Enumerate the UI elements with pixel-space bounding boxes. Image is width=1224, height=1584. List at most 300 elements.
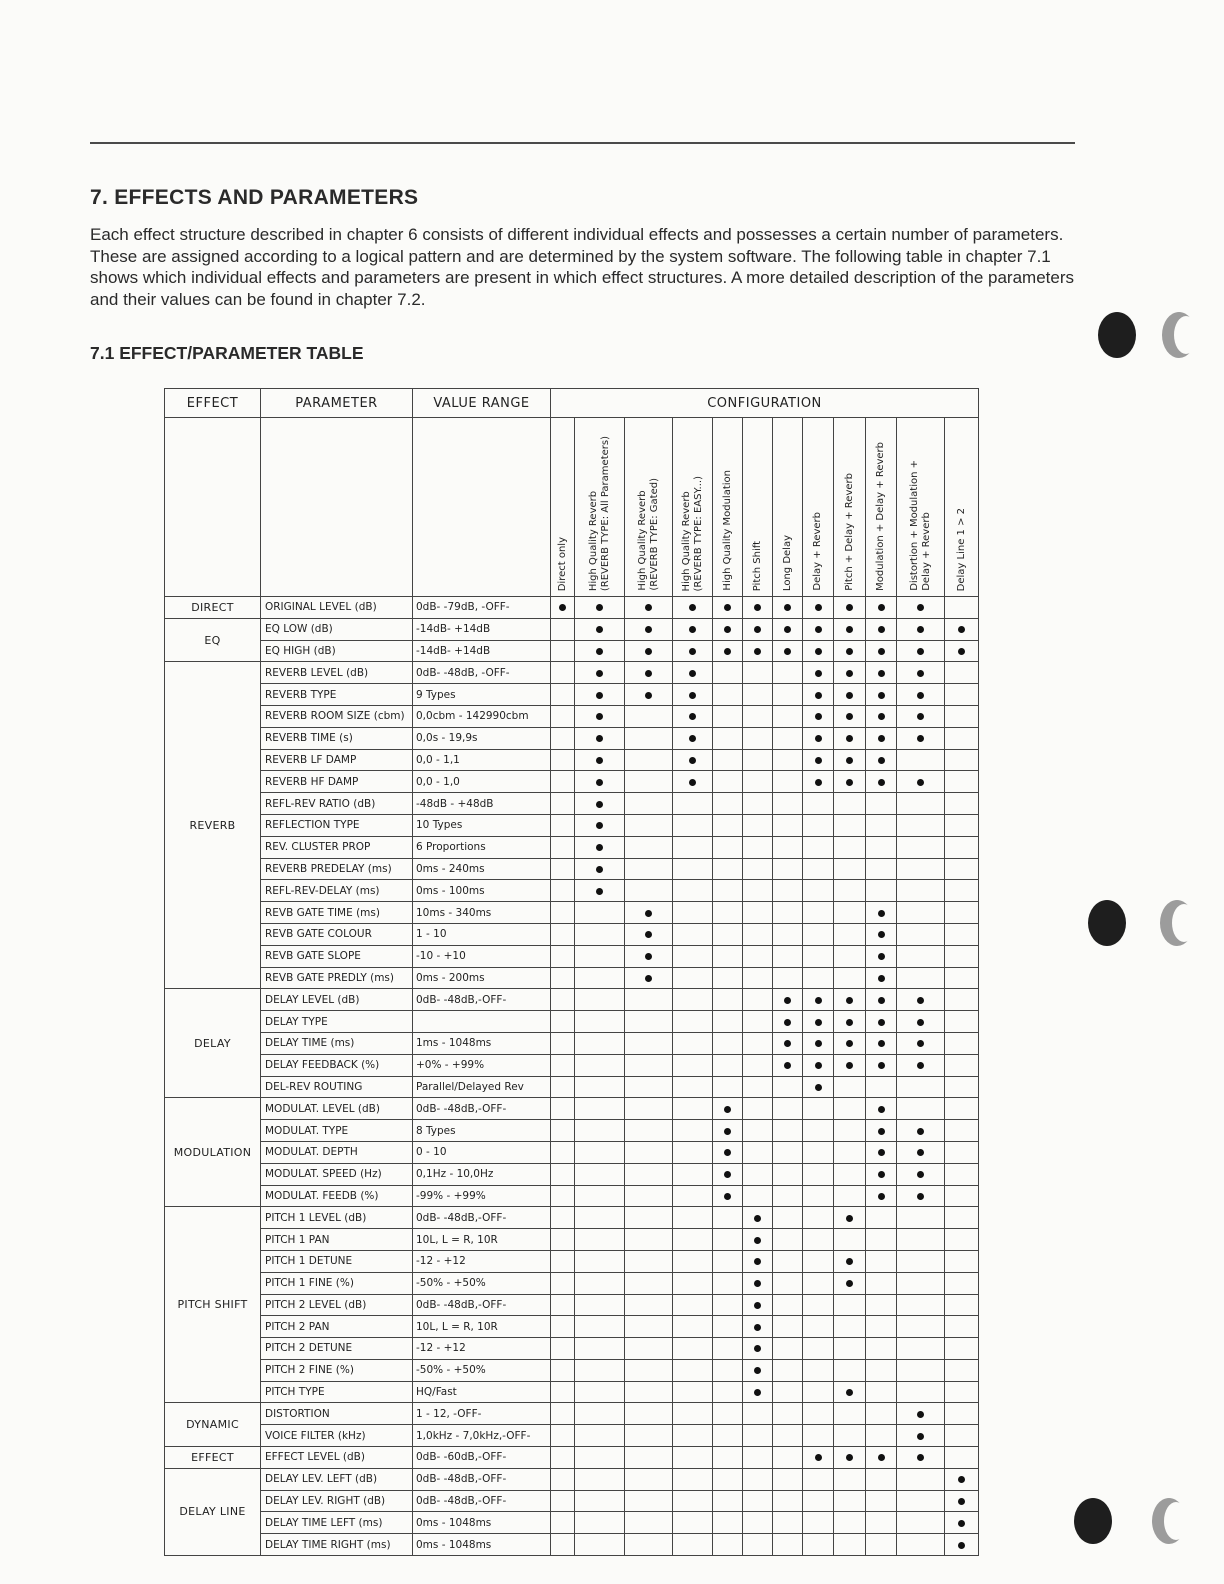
parameter-cell: DEL-REV ROUTING bbox=[261, 1076, 413, 1098]
table-row bbox=[165, 1032, 979, 1054]
config-cell bbox=[551, 1250, 575, 1272]
bullet-icon bbox=[645, 670, 652, 677]
config-label: Pitch + Delay + Reverb bbox=[843, 473, 855, 591]
bullet-icon bbox=[596, 735, 603, 742]
config-cell bbox=[897, 902, 945, 924]
config-cell bbox=[713, 1272, 743, 1294]
value-range-cell: 0dB- -48dB,-OFF- bbox=[413, 1207, 551, 1229]
config-cell bbox=[575, 1032, 625, 1054]
config-cell bbox=[625, 1534, 673, 1556]
bullet-icon bbox=[846, 757, 853, 764]
value-range-cell: -12 - +12 bbox=[413, 1250, 551, 1272]
config-cell bbox=[551, 1011, 575, 1033]
config-cell bbox=[945, 1512, 979, 1534]
bullet-icon bbox=[846, 997, 853, 1004]
config-cell bbox=[897, 793, 945, 815]
bullet-icon bbox=[754, 1302, 761, 1309]
config-cell bbox=[743, 1512, 773, 1534]
value-range-cell: 0ms - 200ms bbox=[413, 967, 551, 989]
config-cell bbox=[803, 967, 834, 989]
config-cell bbox=[743, 1468, 773, 1490]
config-cell bbox=[803, 1011, 834, 1033]
bullet-icon bbox=[815, 713, 822, 720]
config-cell bbox=[897, 727, 945, 749]
table-row bbox=[165, 902, 979, 924]
config-cell bbox=[834, 1338, 866, 1360]
config-cell bbox=[575, 989, 625, 1011]
config-cell bbox=[551, 1534, 575, 1556]
config-cell bbox=[625, 1359, 673, 1381]
punch-hole-shadow bbox=[1160, 900, 1194, 946]
config-cell bbox=[773, 1141, 803, 1163]
config-cell bbox=[834, 1425, 866, 1447]
config-cell bbox=[945, 1229, 979, 1251]
config-cell bbox=[834, 1447, 866, 1469]
config-cell bbox=[743, 1120, 773, 1142]
config-header bbox=[834, 418, 866, 597]
value-range-cell: Parallel/Delayed Rev bbox=[413, 1076, 551, 1098]
table-row bbox=[165, 836, 979, 858]
config-cell bbox=[866, 1534, 897, 1556]
config-cell bbox=[551, 771, 575, 793]
table-row bbox=[165, 1447, 979, 1469]
config-cell bbox=[551, 967, 575, 989]
config-cell bbox=[551, 1163, 575, 1185]
header-effect: EFFECT bbox=[165, 389, 261, 418]
config-cell bbox=[773, 684, 803, 706]
config-cell bbox=[773, 1272, 803, 1294]
config-cell bbox=[575, 1250, 625, 1272]
intro-paragraph: Each effect structure described in chapter 6 consists of different individual effects and possesses a certain number of parameters. These are assigned according to a logical pattern and are determined by the system software. The following table in chapter 7.1 shows which individual effects and parameters are present in which effect structures. A more detailed description of the parameters and their values can be found in chapter 7.2. bbox=[90, 225, 1074, 309]
config-cell bbox=[945, 880, 979, 902]
parameter-cell: ORIGINAL LEVEL (dB) bbox=[261, 597, 413, 619]
page-heading: 7. EFFECTS AND PARAMETERS bbox=[90, 186, 419, 209]
config-cell bbox=[673, 1316, 713, 1338]
config-cell bbox=[551, 902, 575, 924]
config-cell bbox=[625, 1338, 673, 1360]
bullet-icon bbox=[815, 1084, 822, 1091]
parameter-cell: REFLECTION TYPE bbox=[261, 814, 413, 836]
value-range-cell: -12 - +12 bbox=[413, 1338, 551, 1360]
config-cell bbox=[551, 1447, 575, 1469]
config-cell bbox=[743, 989, 773, 1011]
bullet-icon bbox=[815, 735, 822, 742]
config-cell bbox=[866, 1447, 897, 1469]
config-cell bbox=[551, 618, 575, 640]
config-cell bbox=[773, 1098, 803, 1120]
table-row bbox=[165, 1381, 979, 1403]
config-cell bbox=[625, 727, 673, 749]
config-cell bbox=[575, 1512, 625, 1534]
config-cell bbox=[945, 597, 979, 619]
config-cell bbox=[866, 640, 897, 662]
effect-cell: DIRECT bbox=[165, 597, 261, 619]
config-cell bbox=[625, 1032, 673, 1054]
config-cell bbox=[773, 705, 803, 727]
config-header bbox=[713, 418, 743, 597]
config-header-row bbox=[165, 418, 979, 597]
config-header bbox=[743, 418, 773, 597]
config-cell bbox=[866, 1403, 897, 1425]
config-cell bbox=[773, 1359, 803, 1381]
config-cell bbox=[551, 1425, 575, 1447]
config-cell bbox=[673, 640, 713, 662]
table-row bbox=[165, 1359, 979, 1381]
table-row bbox=[165, 1141, 979, 1163]
config-cell bbox=[897, 1054, 945, 1076]
config-cell bbox=[803, 1207, 834, 1229]
bullet-icon bbox=[878, 975, 885, 982]
config-cell bbox=[551, 640, 575, 662]
config-cell bbox=[673, 1185, 713, 1207]
config-cell bbox=[625, 858, 673, 880]
config-cell bbox=[773, 923, 803, 945]
punch-hole bbox=[1074, 1498, 1112, 1544]
parameter-cell: REVERB TIME (s) bbox=[261, 727, 413, 749]
config-cell bbox=[673, 1512, 713, 1534]
config-cell bbox=[673, 1381, 713, 1403]
config-cell bbox=[945, 1294, 979, 1316]
config-cell bbox=[803, 1338, 834, 1360]
bullet-icon bbox=[815, 626, 822, 633]
config-cell bbox=[773, 640, 803, 662]
config-cell bbox=[773, 1316, 803, 1338]
config-cell bbox=[773, 1011, 803, 1033]
parameter-cell: REVERB HF DAMP bbox=[261, 771, 413, 793]
config-cell bbox=[834, 1512, 866, 1534]
bullet-icon bbox=[878, 648, 885, 655]
parameter-cell: MODULAT. TYPE bbox=[261, 1120, 413, 1142]
config-cell bbox=[551, 1054, 575, 1076]
table-row bbox=[165, 923, 979, 945]
config-cell bbox=[743, 1054, 773, 1076]
effect-cell: EQ bbox=[165, 618, 261, 662]
config-cell bbox=[773, 1468, 803, 1490]
config-cell bbox=[551, 1185, 575, 1207]
bullet-icon bbox=[815, 692, 822, 699]
config-cell bbox=[575, 880, 625, 902]
effect-cell: DELAY bbox=[165, 989, 261, 1098]
bullet-icon bbox=[645, 604, 652, 611]
config-cell bbox=[575, 662, 625, 684]
table-row bbox=[165, 1512, 979, 1534]
bullet-icon bbox=[689, 670, 696, 677]
config-cell bbox=[625, 771, 673, 793]
bullet-icon bbox=[815, 1454, 822, 1461]
config-cell bbox=[834, 597, 866, 619]
parameter-cell: DELAY TIME (ms) bbox=[261, 1032, 413, 1054]
bullet-icon bbox=[917, 1128, 924, 1135]
config-cell bbox=[575, 1098, 625, 1120]
config-cell bbox=[551, 1207, 575, 1229]
config-cell bbox=[897, 836, 945, 858]
config-cell bbox=[625, 923, 673, 945]
bullet-icon bbox=[846, 692, 853, 699]
config-cell bbox=[743, 1076, 773, 1098]
config-cell bbox=[625, 1381, 673, 1403]
effect-cell: MODULATION bbox=[165, 1098, 261, 1207]
config-cell bbox=[673, 1076, 713, 1098]
config-cell bbox=[866, 1032, 897, 1054]
config-cell bbox=[803, 1447, 834, 1469]
bullet-icon bbox=[846, 1062, 853, 1069]
config-cell bbox=[673, 902, 713, 924]
config-cell bbox=[575, 1141, 625, 1163]
bullet-icon bbox=[878, 1019, 885, 1026]
config-cell bbox=[625, 880, 673, 902]
config-cell bbox=[866, 1490, 897, 1512]
config-cell bbox=[713, 793, 743, 815]
config-cell bbox=[897, 880, 945, 902]
config-cell bbox=[625, 902, 673, 924]
bullet-icon bbox=[596, 801, 603, 808]
config-cell bbox=[713, 749, 743, 771]
bullet-icon bbox=[784, 626, 791, 633]
bullet-icon bbox=[917, 692, 924, 699]
parameter-cell: PITCH 1 FINE (%) bbox=[261, 1272, 413, 1294]
table-row bbox=[165, 1294, 979, 1316]
config-cell bbox=[897, 1316, 945, 1338]
config-cell bbox=[713, 1054, 743, 1076]
table-row bbox=[165, 1207, 979, 1229]
value-range-cell: HQ/Fast bbox=[413, 1381, 551, 1403]
table-row bbox=[165, 1229, 979, 1251]
bullet-icon bbox=[596, 866, 603, 873]
config-cell bbox=[551, 1141, 575, 1163]
config-cell bbox=[673, 1120, 713, 1142]
config-cell bbox=[713, 923, 743, 945]
config-cell bbox=[945, 1272, 979, 1294]
config-cell bbox=[773, 1229, 803, 1251]
config-cell bbox=[743, 1163, 773, 1185]
table-row bbox=[165, 727, 979, 749]
config-cell bbox=[713, 1512, 743, 1534]
parameter-cell: DELAY FEEDBACK (%) bbox=[261, 1054, 413, 1076]
config-cell bbox=[897, 640, 945, 662]
config-cell bbox=[834, 640, 866, 662]
bullet-icon bbox=[754, 626, 761, 633]
config-cell bbox=[673, 749, 713, 771]
config-cell bbox=[673, 793, 713, 815]
config-cell bbox=[743, 705, 773, 727]
config-cell bbox=[834, 1011, 866, 1033]
bullet-icon bbox=[917, 1062, 924, 1069]
config-cell bbox=[897, 1294, 945, 1316]
bullet-icon bbox=[846, 1280, 853, 1287]
table-row bbox=[165, 814, 979, 836]
config-cell bbox=[897, 1250, 945, 1272]
config-cell bbox=[834, 945, 866, 967]
config-cell bbox=[773, 880, 803, 902]
config-cell bbox=[803, 1272, 834, 1294]
config-cell bbox=[945, 1076, 979, 1098]
config-cell bbox=[743, 1490, 773, 1512]
config-cell bbox=[803, 1534, 834, 1556]
table-row bbox=[165, 1338, 979, 1360]
config-cell bbox=[625, 989, 673, 1011]
bullet-icon bbox=[846, 1215, 853, 1222]
punch-hole bbox=[1088, 900, 1126, 946]
bullet-icon bbox=[878, 1149, 885, 1156]
config-label: Modulation + Delay + Reverb bbox=[875, 442, 886, 591]
effect-cell: REVERB bbox=[165, 662, 261, 989]
config-cell bbox=[575, 858, 625, 880]
bullet-icon bbox=[917, 604, 924, 611]
parameter-cell: REVERB LF DAMP bbox=[261, 749, 413, 771]
table-row bbox=[165, 749, 979, 771]
config-cell bbox=[897, 1185, 945, 1207]
config-cell bbox=[625, 1120, 673, 1142]
config-cell bbox=[945, 945, 979, 967]
bullet-icon bbox=[689, 757, 696, 764]
config-cell bbox=[673, 1141, 713, 1163]
config-cell bbox=[897, 618, 945, 640]
config-cell bbox=[834, 1229, 866, 1251]
config-cell bbox=[673, 923, 713, 945]
config-cell bbox=[866, 989, 897, 1011]
table-row bbox=[165, 662, 979, 684]
config-cell bbox=[713, 836, 743, 858]
config-cell bbox=[866, 1468, 897, 1490]
config-cell bbox=[834, 1359, 866, 1381]
config-cell bbox=[625, 684, 673, 706]
config-cell bbox=[673, 705, 713, 727]
table-row bbox=[165, 989, 979, 1011]
config-cell bbox=[625, 1512, 673, 1534]
bullet-icon bbox=[846, 604, 853, 611]
bullet-icon bbox=[754, 1345, 761, 1352]
config-cell bbox=[743, 1425, 773, 1447]
bullet-icon bbox=[958, 1520, 965, 1527]
config-cell bbox=[773, 967, 803, 989]
config-cell bbox=[743, 923, 773, 945]
config-cell bbox=[743, 858, 773, 880]
bullet-icon bbox=[958, 648, 965, 655]
value-range-cell: 0dB- -48dB,-OFF- bbox=[413, 1098, 551, 1120]
config-cell bbox=[834, 814, 866, 836]
config-cell bbox=[834, 923, 866, 945]
config-cell bbox=[743, 814, 773, 836]
parameter-cell: REVERB PREDELAY (ms) bbox=[261, 858, 413, 880]
config-cell bbox=[713, 662, 743, 684]
config-cell bbox=[803, 1490, 834, 1512]
config-cell bbox=[625, 1076, 673, 1098]
config-cell bbox=[551, 1076, 575, 1098]
config-cell bbox=[945, 858, 979, 880]
config-cell bbox=[673, 1250, 713, 1272]
config-cell bbox=[945, 1403, 979, 1425]
config-cell bbox=[713, 1381, 743, 1403]
config-cell bbox=[575, 902, 625, 924]
config-cell bbox=[743, 1185, 773, 1207]
config-cell bbox=[575, 749, 625, 771]
value-range-cell: 6 Proportions bbox=[413, 836, 551, 858]
value-range-cell: 0dB- -60dB,-OFF- bbox=[413, 1447, 551, 1469]
config-cell bbox=[743, 1294, 773, 1316]
config-cell bbox=[743, 1381, 773, 1403]
config-cell bbox=[743, 597, 773, 619]
blank-cell bbox=[261, 418, 413, 597]
config-cell bbox=[551, 1403, 575, 1425]
bullet-icon bbox=[724, 626, 731, 633]
bullet-icon bbox=[846, 713, 853, 720]
config-cell bbox=[803, 858, 834, 880]
parameter-cell: REVB GATE PREDLY (ms) bbox=[261, 967, 413, 989]
config-cell bbox=[575, 945, 625, 967]
bullet-icon bbox=[596, 822, 603, 829]
config-cell bbox=[803, 793, 834, 815]
bullet-icon bbox=[917, 1454, 924, 1461]
config-cell bbox=[575, 1359, 625, 1381]
config-cell bbox=[945, 967, 979, 989]
config-cell bbox=[575, 1011, 625, 1033]
config-cell bbox=[834, 967, 866, 989]
config-label: Delay Line 1 > 2 bbox=[955, 507, 967, 591]
parameter-cell: PITCH 1 DETUNE bbox=[261, 1250, 413, 1272]
parameter-cell: DELAY LEV. RIGHT (dB) bbox=[261, 1490, 413, 1512]
config-cell bbox=[945, 1141, 979, 1163]
config-cell bbox=[551, 880, 575, 902]
config-cell bbox=[625, 1054, 673, 1076]
bullet-icon bbox=[689, 604, 696, 611]
config-cell bbox=[803, 945, 834, 967]
value-range-cell: -50% - +50% bbox=[413, 1272, 551, 1294]
value-range-cell: 10ms - 340ms bbox=[413, 902, 551, 924]
bullet-icon bbox=[958, 1498, 965, 1505]
config-cell bbox=[673, 662, 713, 684]
config-cell bbox=[551, 684, 575, 706]
config-cell bbox=[743, 1447, 773, 1469]
config-cell bbox=[625, 1229, 673, 1251]
config-cell bbox=[773, 989, 803, 1011]
config-cell bbox=[866, 814, 897, 836]
config-cell bbox=[945, 1163, 979, 1185]
bullet-icon bbox=[784, 648, 791, 655]
config-label: Direct only bbox=[556, 536, 568, 591]
config-cell bbox=[773, 1338, 803, 1360]
config-cell bbox=[897, 1338, 945, 1360]
config-cell bbox=[897, 1468, 945, 1490]
config-cell bbox=[713, 705, 743, 727]
bullet-icon bbox=[878, 1193, 885, 1200]
parameter-cell: REFL-REV-DELAY (ms) bbox=[261, 880, 413, 902]
config-cell bbox=[625, 1316, 673, 1338]
bullet-icon bbox=[596, 757, 603, 764]
config-cell bbox=[673, 771, 713, 793]
config-cell bbox=[866, 880, 897, 902]
config-cell bbox=[773, 1120, 803, 1142]
config-cell bbox=[743, 902, 773, 924]
config-cell bbox=[834, 1185, 866, 1207]
parameter-cell: REVB GATE SLOPE bbox=[261, 945, 413, 967]
config-cell bbox=[551, 1381, 575, 1403]
config-cell bbox=[945, 1250, 979, 1272]
config-cell bbox=[945, 1425, 979, 1447]
config-cell bbox=[575, 705, 625, 727]
bullet-icon bbox=[815, 1040, 822, 1047]
config-label: Delay + Reverb bbox=[812, 512, 823, 591]
config-cell bbox=[551, 597, 575, 619]
value-range-cell: -99% - +99% bbox=[413, 1185, 551, 1207]
bullet-icon bbox=[596, 626, 603, 633]
config-cell bbox=[897, 1229, 945, 1251]
bullet-icon bbox=[784, 997, 791, 1004]
table-row bbox=[165, 880, 979, 902]
bullet-icon bbox=[917, 670, 924, 677]
config-cell bbox=[773, 814, 803, 836]
config-cell bbox=[803, 1381, 834, 1403]
config-cell bbox=[743, 1338, 773, 1360]
